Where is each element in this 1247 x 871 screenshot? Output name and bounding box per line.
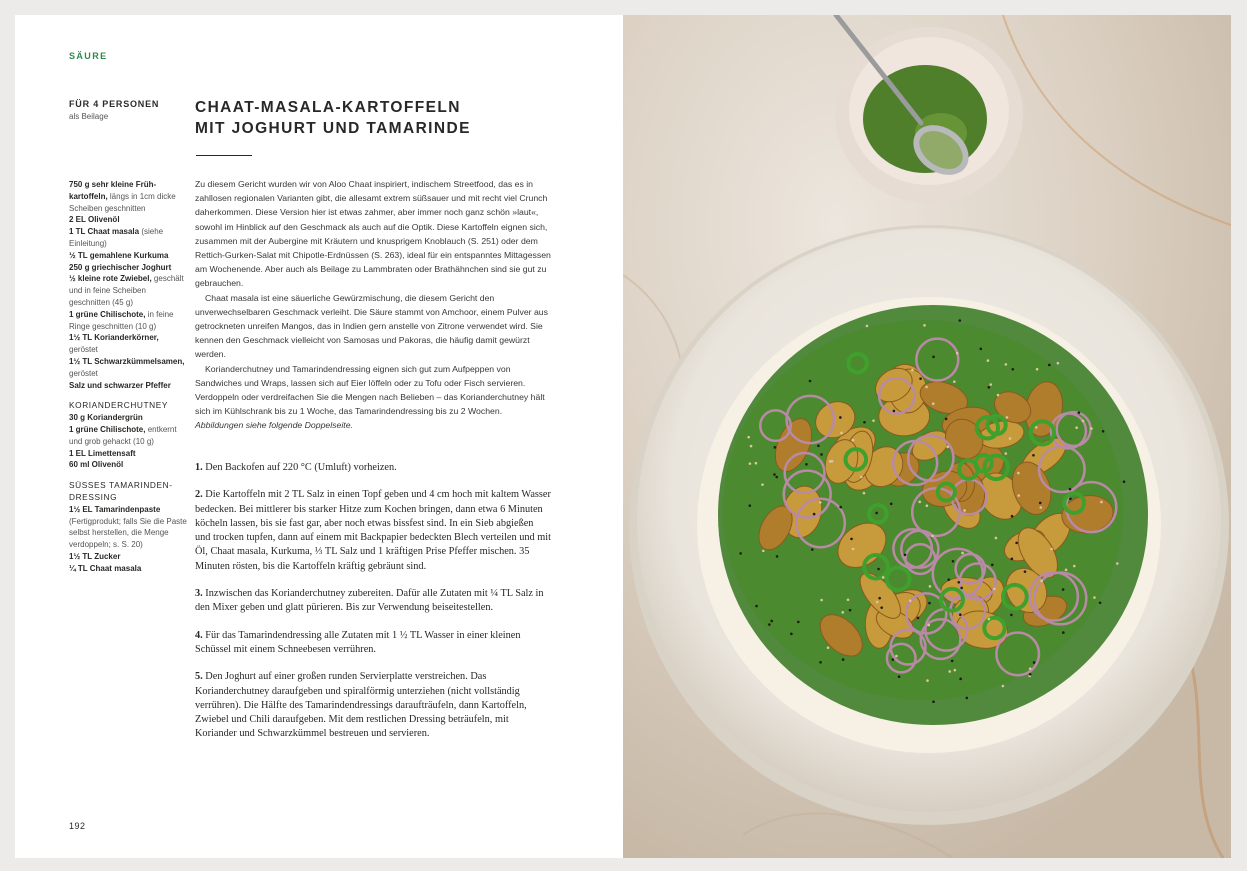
seed [820, 453, 823, 456]
book-spread [15, 15, 1231, 858]
seed [1032, 454, 1035, 457]
seed [997, 394, 1000, 397]
seed [1006, 416, 1009, 419]
seed [866, 325, 869, 328]
seed [1015, 542, 1018, 545]
seed [911, 369, 914, 372]
ingredient-item [69, 551, 187, 563]
seed [1073, 565, 1076, 568]
ingredient-item [69, 424, 187, 448]
seed [863, 492, 866, 495]
seed [1075, 426, 1078, 429]
ingredient-item [69, 309, 187, 333]
seed [747, 436, 750, 439]
seed [1017, 494, 1020, 497]
seed [876, 601, 879, 604]
seed [860, 476, 863, 479]
ingredient-note: entkernt und grob gehackt (10 g) [69, 424, 177, 446]
seed [1036, 368, 1039, 371]
seed [929, 585, 932, 588]
seed [926, 504, 929, 507]
intro-paragraph-3 [195, 362, 551, 433]
seed [749, 462, 752, 465]
ingredient-note: geschält und in feine Scheiben geschnitten (45 g) [69, 274, 184, 307]
ingredient-note: geröstet [69, 368, 98, 378]
seed [928, 602, 931, 605]
seed [959, 613, 962, 616]
seed [1102, 430, 1105, 433]
seed [805, 463, 808, 466]
ingredient-amount: 2 EL Olivenöl [69, 215, 120, 225]
servings-title: FÜR 4 PERSONEN [69, 99, 160, 109]
step-number: 3. [195, 588, 203, 600]
ingredient-amount: 1½ TL Korianderkörner, [69, 333, 159, 343]
seed [852, 439, 855, 442]
step-text: Für das Tamarindendressing alle Zutaten mit 1 ½ TL Wasser in einer kleinen Schüssel mit einem Schneebesen verrühren. [195, 629, 521, 655]
seed [1048, 364, 1051, 367]
seed [963, 509, 966, 512]
seed [927, 624, 930, 627]
seed [755, 462, 758, 465]
page-number: 192 [69, 821, 86, 831]
seed [1116, 562, 1119, 565]
step-text: Die Kartoffeln mit 2 TL Salz in einen Topf geben und 4 cm hoch mit kaltem Wasser bedecken. Bei mittlerer bis starker Hitze zum Kochen bringen, dann etwa 6 Minuten köcheln lassen, bis sie fast gar, aber noch etwas bissfest sind. In ein Sieb abgießen und trocken tupfen, dann auf einem mit Backpapier bedeckten Blech verteilen und mit Öl, Chaat masala, Kurkuma, ⅓ TL Salz und 1 kräftigen Prise Pfeffer mischen. 35 Minuten rösten, bis die Kartoffeln kräftig gebräunt sind. [195, 489, 551, 572]
seed [1039, 506, 1042, 509]
seed [980, 348, 983, 351]
seed [932, 700, 935, 703]
intro-paragraph-3-text: Korianderchutney und Tamarindendressing eignen sich gut zum Aufpeppen von Sandwiches und Wraps, lassen sich auf Eier löffeln oder zu Tofu oder Fisch servieren. Verdoppeln oder verdreifachen Sie die Mengen nach Belieben – das Korianderchutney hält sich im Kühlschrank bis zu 1 Woche, das Tamarindendressing bis zu 2 Wochen. [195, 363, 545, 417]
seed [960, 587, 963, 590]
seed [875, 512, 878, 515]
seed [956, 352, 959, 355]
seed [1090, 427, 1093, 430]
seed [988, 618, 991, 621]
seed [850, 538, 853, 541]
ingredients-chutney [69, 412, 187, 471]
seed [909, 599, 912, 602]
ingredient-note: längs in 1cm dicke Scheiben geschnitten [69, 191, 176, 213]
seed [961, 552, 964, 555]
ingredient-item [69, 380, 187, 392]
seed [1011, 368, 1014, 371]
seed [841, 611, 844, 614]
seed [878, 597, 881, 600]
seed [1093, 596, 1096, 599]
seed [1078, 411, 1081, 414]
seed [918, 501, 921, 504]
seed [877, 568, 880, 571]
seed [946, 446, 949, 449]
method-step [195, 670, 551, 741]
seed [995, 537, 998, 540]
seed [872, 419, 875, 422]
ingredient-item [69, 214, 187, 226]
ingredient-item [69, 356, 187, 380]
ingredient-note: in feine Ringe geschnitten (10 g) [69, 309, 174, 331]
ingredient-amount: 30 g Koriandergrün [69, 413, 143, 423]
ingredient-amount: Salz und schwarzer Pfeffer [69, 380, 171, 390]
ingredient-item [69, 250, 187, 262]
seed [1011, 515, 1014, 518]
ingredient-item [69, 504, 187, 551]
ingredient-item [69, 459, 187, 471]
ingredient-amount: 1 grüne Chilischote, [69, 309, 146, 319]
seed [880, 606, 883, 609]
seed [959, 678, 962, 681]
seed [819, 661, 822, 664]
seed [797, 621, 800, 624]
ingredients-dressing [69, 504, 187, 575]
seed [917, 617, 920, 620]
seed [809, 380, 812, 383]
seed [839, 416, 842, 419]
seed [1011, 558, 1014, 561]
seed [770, 620, 773, 623]
seed [761, 483, 764, 486]
seed [827, 646, 830, 649]
step-number: 5. [195, 671, 203, 683]
seed [829, 460, 832, 463]
seed [1100, 501, 1103, 504]
seed [947, 578, 950, 581]
seed [847, 598, 850, 601]
ingredient-item [69, 448, 187, 460]
seed [895, 655, 898, 658]
ingredient-note: (siehe Einleitung) [69, 227, 164, 248]
ingredient-item [69, 179, 187, 214]
seed [1062, 631, 1065, 634]
ingredient-amount: ½ TL gemahlene Kurkuma [69, 250, 169, 260]
method-step [195, 488, 551, 574]
dish-photo [623, 15, 1231, 858]
seed [925, 386, 928, 389]
seed [1024, 570, 1027, 573]
recipe-title-line-1: CHAAT-MASALA-KARTOFFELN [195, 99, 461, 116]
seed [958, 319, 961, 322]
seed [840, 432, 843, 435]
seed [776, 555, 779, 558]
step-text: Den Joghurt auf einer großen runden Servierplatte verstreichen. Das Korianderchutney daraufgeben und spiralförmig unterziehen (nicht vollständig verrühren). Die Hälfte des Tamarindendressings daraufträufeln, dann Kartoffeln, Zwiebel und Chili daraufgeben. Mit dem restlichen Dressing beträufeln, mit Koriander und Schwarzkümmel bestreuen und servieren. [195, 671, 527, 740]
ingredient-note: geröstet [69, 345, 98, 355]
recipe-title [195, 97, 555, 139]
seed [989, 383, 992, 386]
seed [774, 446, 777, 449]
seed [932, 402, 935, 405]
seed [1082, 420, 1085, 423]
seed [898, 675, 901, 678]
seed [951, 660, 954, 663]
title-divider [196, 155, 252, 156]
seed [852, 548, 855, 551]
seed [945, 418, 948, 421]
seed [849, 609, 852, 612]
seed [953, 380, 956, 383]
servings-subtitle: als Beilage [69, 112, 109, 121]
seed [931, 535, 934, 538]
ingredient-item [69, 332, 187, 356]
intro-paragraph-1: Zu diesem Gericht wurden wir von Aloo Chaat inspiriert, indischem Streetfood, das es in zahllosen regionalen Varianten gibt, die allesamt extrem süßsauer und mit recht viel Crunch daherkommen. Diese Version hier ist etwas zahmer, aber immer noch ganz schön »laut«, sowohl im Hinblick auf den Geschmack als auch auf die Optik. Diese Kartoffeln eignen sich, zusammen mit der Aubergine mit Kräutern und knusprigem Knoblauch (S. 251) oder dem Rettich-Gurken-Salat mit Chipotle-Erdnüssen (S. 263), ideal für ein entspanntes Mittagessen am Wochenende. Aber auch als Beilage zu Lammbraten oder Brathähnchen sind sie gut zu gebrauchen. [195, 179, 551, 289]
seed [755, 605, 758, 608]
ingredient-note: (Fertigprodukt; falls Sie die Paste selbst herstellen, die Menge verdoppeln; s. S. 20) [69, 516, 187, 550]
seed [893, 410, 896, 413]
ingredient-amount: 250 g griechischer Joghurt [69, 262, 172, 272]
seed [775, 476, 778, 479]
dressing-heading: SÜSSES TAMARINDENDRESSING [69, 480, 173, 502]
ingredient-amount: 1 grüne Chilischote, [69, 424, 146, 434]
seed [987, 359, 990, 362]
seed [1123, 480, 1126, 483]
step-number: 1. [195, 462, 203, 473]
right-page-photo [623, 15, 1231, 858]
ingredient-item [69, 273, 187, 308]
ingredient-amount: ¼ TL Chaat masala [69, 563, 142, 573]
seed [932, 356, 935, 359]
seed [813, 513, 816, 516]
ingredient-amount: 750 g sehr kleine Frühkartoffeln, [69, 180, 157, 201]
seed [891, 658, 894, 661]
seed [988, 386, 991, 389]
seed [819, 501, 822, 504]
ingredient-item [69, 226, 187, 250]
intro-reference: Abbildungen siehe folgende Doppelseite. [195, 420, 353, 431]
step-number: 2. [195, 489, 203, 501]
seed [993, 588, 996, 591]
ingredient-amount: 1 EL Limettensaft [69, 448, 136, 458]
seed [882, 576, 885, 579]
seed [839, 506, 842, 509]
seed [1029, 673, 1032, 676]
seed [926, 679, 929, 682]
ingredient-amount: 1½ TL Zucker [69, 551, 121, 561]
seed [919, 377, 922, 380]
ingredient-amount: 1½ EL Tamarindenpaste [69, 504, 161, 514]
seed [952, 560, 955, 563]
method-steps [195, 461, 551, 755]
seed [1069, 497, 1072, 500]
seed [1069, 488, 1072, 491]
seed [1039, 502, 1042, 505]
ingredient-item [69, 563, 187, 575]
seed [1035, 426, 1038, 429]
ingredient-amount: ½ kleine rote Zwiebel, [69, 274, 152, 284]
seed [1029, 667, 1032, 670]
seed [750, 445, 753, 448]
seed [817, 444, 820, 447]
servings-block [69, 99, 189, 121]
method-step [195, 629, 551, 658]
seed [966, 697, 969, 700]
ingredient-item [69, 262, 187, 274]
seed [790, 633, 793, 636]
seed [739, 552, 742, 555]
method-step [195, 461, 551, 475]
seed [1062, 588, 1065, 591]
chutney-heading: KORIANDERCHUTNEY [69, 400, 169, 411]
step-text: Den Backofen auf 220 °C (Umluft) vorheizen. [202, 462, 397, 473]
seed [1009, 437, 1012, 440]
intro-text [195, 177, 551, 433]
seed [863, 421, 866, 424]
seed [1017, 472, 1020, 475]
seed [811, 548, 814, 551]
step-number: 4. [195, 629, 203, 641]
intro-paragraph-2: Chaat masala ist eine säuerliche Gewürzmischung, die diesem Gericht den unverwechselbaren Geschmack verleiht. Die Säure stammt von Amchoor, einem Pulver aus getrockneten unreifen Mangos, das in Indien gern anstelle von Zitrone verwendet wird. Sie kennen den Geschmack vielleicht von Samosas und Pakoras, die häufig damit gewürzt werden. [195, 292, 548, 360]
recipe-title-line-2: MIT JOGHURT UND TAMARINDE [195, 120, 471, 137]
step-text: Inzwischen das Korianderchutney zubereiten. Dafür alle Zutaten mit ¼ TL Salz in den Mixer geben und glatt pürieren. Bis zur Verwendung beiseitestellen. [195, 588, 544, 614]
ingredients-list [69, 179, 187, 575]
ingredient-amount: 1½ TL Schwarzkümmelsamen, [69, 356, 185, 366]
seed [923, 324, 926, 327]
chapter-label: SÄURE [69, 51, 108, 61]
method-step [195, 587, 551, 616]
seed [842, 658, 845, 661]
seed [904, 553, 907, 556]
seed [1057, 362, 1060, 365]
ingredient-item [69, 412, 187, 424]
ingredient-amount: 1 TL Chaat masala [69, 227, 140, 237]
seed [957, 581, 960, 584]
seed [948, 670, 951, 673]
seed [954, 669, 957, 672]
seed [768, 623, 771, 626]
seed [762, 550, 765, 553]
seed [749, 504, 752, 507]
seed [1050, 548, 1053, 551]
seed [890, 503, 893, 506]
seed [820, 599, 823, 602]
seed [1005, 363, 1008, 366]
seed [1033, 661, 1036, 664]
seed [1010, 614, 1013, 617]
ingredient-amount: 60 ml Olivenöl [69, 460, 124, 470]
seed [1065, 569, 1068, 572]
seed [1099, 601, 1102, 604]
seed [1002, 685, 1005, 688]
left-page [15, 15, 623, 858]
seed [773, 473, 776, 476]
ingredients-main [69, 179, 187, 391]
seed [1004, 452, 1007, 455]
seed [991, 563, 994, 566]
seed [1040, 580, 1043, 583]
